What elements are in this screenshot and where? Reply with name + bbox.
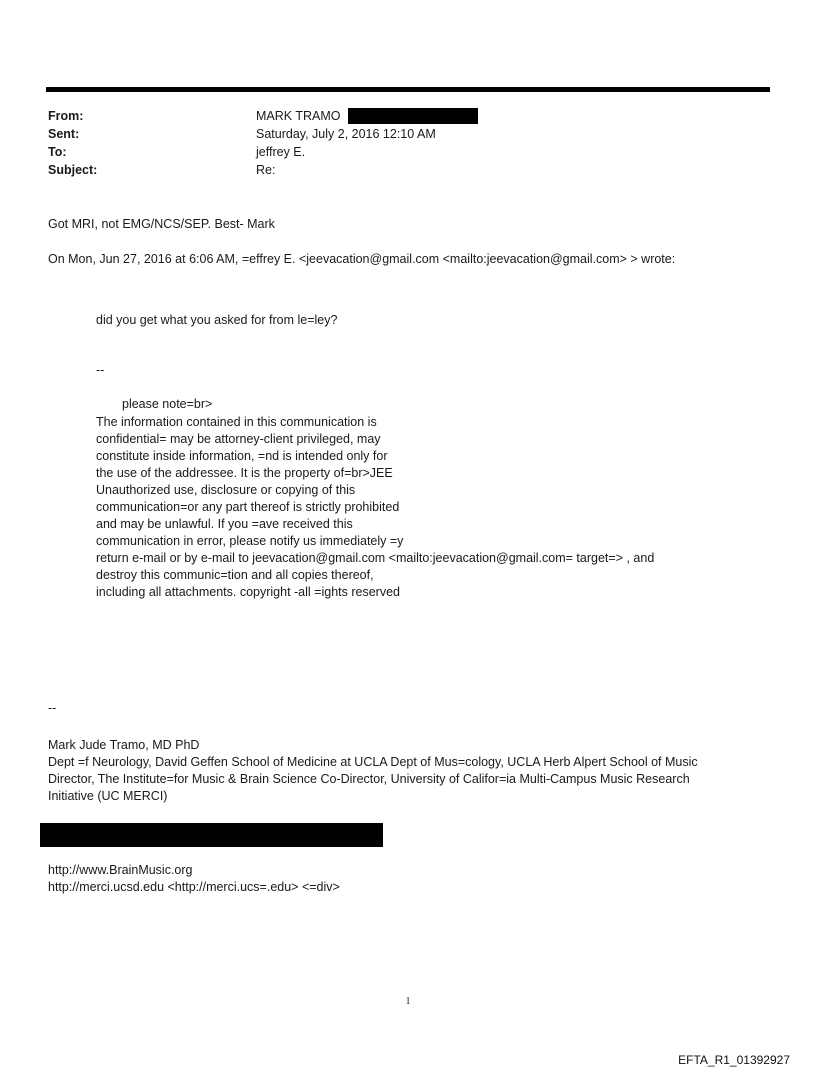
reply-line: Got MRI, not EMG/NCS/SEP. Best- Mark <box>48 217 275 231</box>
quoted-question: did you get what you asked for from le=ley? <box>96 313 338 327</box>
disclaimer-line: communication in error, please notify us immediately =y <box>96 534 404 548</box>
redaction-box <box>40 823 383 847</box>
quoted-note: please note=br> <box>122 397 213 411</box>
quoted-dashes: -- <box>96 363 105 377</box>
subject-label: Subject: <box>48 163 98 177</box>
attribution-line: On Mon, Jun 27, 2016 at 6:06 AM, =effrey E. <jeevacation@gmail.com <mailto:jeevacation@gmail.com> > wrote: <box>48 252 676 266</box>
disclaimer-line: Unauthorized use, disclosure or copying of this <box>96 483 356 497</box>
signature-dashes: -- <box>48 701 57 715</box>
disclaimer-line: constitute inside information, =nd is intended only for <box>96 449 388 463</box>
signature-name: Mark Jude Tramo, MD PhD <box>48 738 200 752</box>
to-value: jeffrey E. <box>256 145 306 159</box>
signature-block <box>48 737 698 805</box>
from-label: From: <box>48 109 84 123</box>
disclaimer-block <box>96 414 654 601</box>
merci-link[interactable]: http://merci.ucsd.edu <http://merci.ucs=.edu> <=div> <box>48 880 340 894</box>
redaction-box <box>348 108 478 124</box>
sent-value: Saturday, July 2, 2016 12:10 AM <box>256 127 436 141</box>
disclaimer-line: confidential= may be attorney-client privileged, may <box>96 432 381 446</box>
signature-links <box>48 862 340 896</box>
subject-value: Re: <box>256 163 276 177</box>
header-divider <box>46 87 770 92</box>
sent-label: Sent: <box>48 127 80 141</box>
disclaimer-line: destroy this communic=tion and all copies thereof, <box>96 568 374 582</box>
signature-line: Initiative (UC MERCI) <box>48 789 168 803</box>
disclaimer-line: return e-mail or by e-mail to jeevacation@gmail.com <mailto:jeevacation@gmail.com= target=> , and <box>96 551 655 565</box>
brainmusic-link[interactable]: http://www.BrainMusic.org <box>48 863 193 877</box>
disclaimer-line: and may be unlawful. If you =ave received this <box>96 517 353 531</box>
signature-line: Director, The Institute=for Music & Brain Science Co-Director, University of Califor=ia Multi-Campus Music Research <box>48 772 690 786</box>
from-value: MARK TRAMO <box>256 109 341 123</box>
disclaimer-line: the use of the addressee. It is the property of=br>JEE <box>96 466 393 480</box>
signature-line: Dept =f Neurology, David Geffen School of Medicine at UCLA Dept of Mus=cology, UCLA Herb Alpert School of Music <box>48 755 698 769</box>
disclaimer-line: including all attachments. copyright -all =ights reserved <box>96 585 400 599</box>
to-label: To: <box>48 145 67 159</box>
disclaimer-line: The information contained in this communication is <box>96 415 377 429</box>
page-number: 1 <box>405 996 411 1007</box>
disclaimer-line: communication=or any part thereof is strictly prohibited <box>96 500 400 514</box>
document-id: EFTA_R1_01392927 <box>678 1053 790 1067</box>
